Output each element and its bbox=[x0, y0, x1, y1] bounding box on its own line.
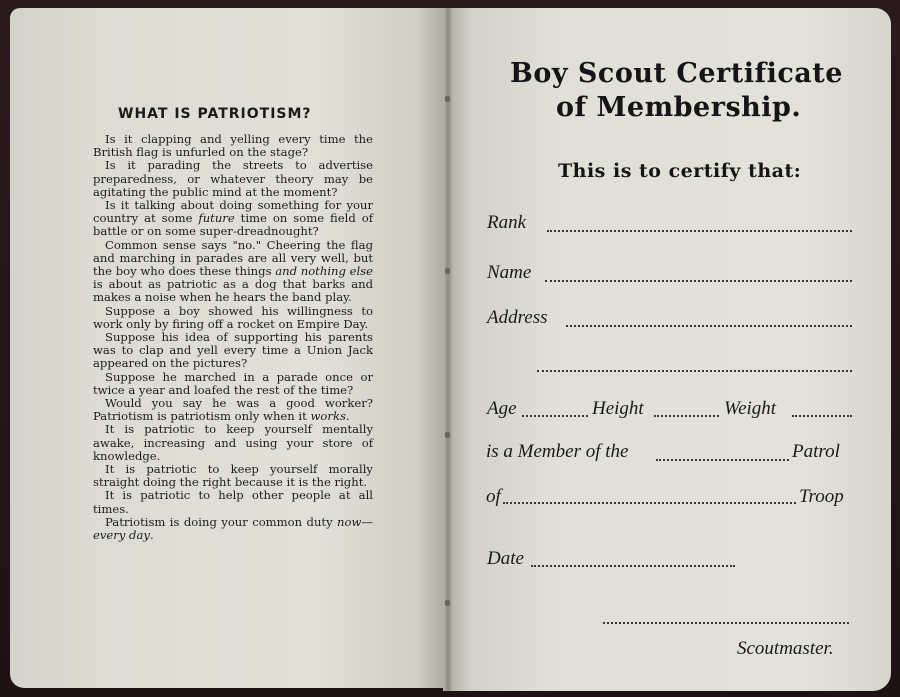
date-fill-line bbox=[531, 565, 735, 567]
patriotism-paragraph bbox=[93, 331, 373, 371]
patriotism-paragraph bbox=[93, 133, 373, 159]
binding-stitch bbox=[445, 96, 450, 102]
binding-stitch bbox=[445, 600, 450, 606]
paragraph-text: It is patriotic to keep yourself morally straight doing the right because it is the right. bbox=[93, 462, 373, 490]
paragraph-text: Common sense says "no." Cheering the flag and marching in parades are all very well, but the boy who does these things bbox=[93, 237, 373, 279]
address-fill-line bbox=[566, 325, 852, 327]
weight-label: Weight bbox=[724, 398, 777, 419]
emphasis-text: works bbox=[310, 409, 346, 424]
emphasis-text: and nothing else bbox=[275, 264, 373, 279]
rank-fill-line bbox=[547, 230, 852, 232]
emphasis-text: now—every day bbox=[93, 514, 373, 543]
paragraph-text: Is it clapping and yelling every time the British flag is unfurled on the stage? bbox=[93, 132, 373, 160]
paragraph-text: Suppose a boy showed his willingness to work only by firing off a rocket on Empire Day. bbox=[93, 303, 373, 331]
patrol-label: Patrol bbox=[792, 441, 840, 462]
paragraph-text: . bbox=[149, 528, 154, 543]
name-fill-line bbox=[545, 280, 852, 282]
scoutmaster-label: Scoutmaster. bbox=[737, 638, 834, 659]
patriotism-heading: WHAT IS PATRIOTISM? bbox=[118, 106, 312, 122]
patriotism-paragraph bbox=[93, 239, 373, 305]
binding-stitch bbox=[445, 432, 450, 438]
patriotism-paragraph bbox=[93, 463, 373, 489]
paragraph-text: Would you say he was a good worker? Patriotism is patriotism only when it bbox=[93, 396, 373, 424]
height-fill-line bbox=[654, 415, 719, 417]
troop-fill-line bbox=[503, 502, 796, 504]
address-fill-line-2 bbox=[537, 370, 852, 372]
patrol-fill-line bbox=[656, 459, 789, 461]
binding-stitch bbox=[445, 268, 450, 274]
paragraph-text: Is it parading the streets to advertise preparedness, or whatever theory may be agitating the public mind at the moment? bbox=[93, 158, 373, 199]
paragraph-text: is about as patriotic as a dog that barks and makes a noise when he hears the band play. bbox=[93, 277, 373, 305]
book-gutter bbox=[443, 8, 453, 691]
paragraph-text: . bbox=[345, 409, 350, 424]
paragraph-text: It is patriotic to help other people at all times. bbox=[93, 488, 373, 516]
height-label: Height bbox=[592, 398, 644, 419]
certificate-title-line2: of Membership. bbox=[556, 92, 802, 123]
weight-fill-line bbox=[792, 415, 852, 417]
patriotism-text bbox=[93, 133, 373, 542]
patriotism-paragraph bbox=[93, 159, 373, 199]
paragraph-text: Suppose his idea of supporting his parents was to clap and yell every time a Union Jack appeared on the pictures? bbox=[93, 330, 373, 371]
name-label: Name bbox=[487, 262, 532, 283]
certificate-title-line1: Boy Scout Certificate bbox=[510, 58, 843, 89]
rank-label: Rank bbox=[487, 212, 527, 233]
member-of-label: is a Member of the bbox=[486, 441, 629, 462]
patriotism-paragraph bbox=[93, 516, 373, 542]
patriotism-paragraph bbox=[93, 305, 373, 331]
date-label: Date bbox=[487, 548, 524, 569]
address-label: Address bbox=[487, 307, 548, 328]
paragraph-text: It is patriotic to keep yourself mentally awake, increasing and using your store of knowledge. bbox=[93, 422, 373, 463]
of-label: of bbox=[486, 486, 501, 507]
age-label: Age bbox=[487, 398, 517, 419]
scoutmaster-signature-line bbox=[603, 622, 849, 624]
patriotism-paragraph bbox=[93, 423, 373, 463]
patriotism-paragraph bbox=[93, 397, 373, 423]
paragraph-text: Suppose he marched in a parade once or twice a year and loafed the rest of the time? bbox=[93, 369, 373, 397]
certify-statement: This is to certify that: bbox=[558, 160, 802, 182]
paragraph-text: Is it talking about doing something for your country at some bbox=[93, 198, 373, 226]
age-fill-line bbox=[522, 415, 588, 417]
paragraph-text: time on some field of battle or on some super-dreadnought? bbox=[93, 211, 373, 239]
patriotism-paragraph bbox=[93, 199, 373, 239]
troop-label: Troop bbox=[799, 486, 844, 507]
patriotism-paragraph bbox=[93, 371, 373, 397]
emphasis-text: future bbox=[198, 211, 235, 226]
paragraph-text: Patriotism is doing your common duty bbox=[105, 514, 338, 529]
patriotism-paragraph bbox=[93, 489, 373, 515]
